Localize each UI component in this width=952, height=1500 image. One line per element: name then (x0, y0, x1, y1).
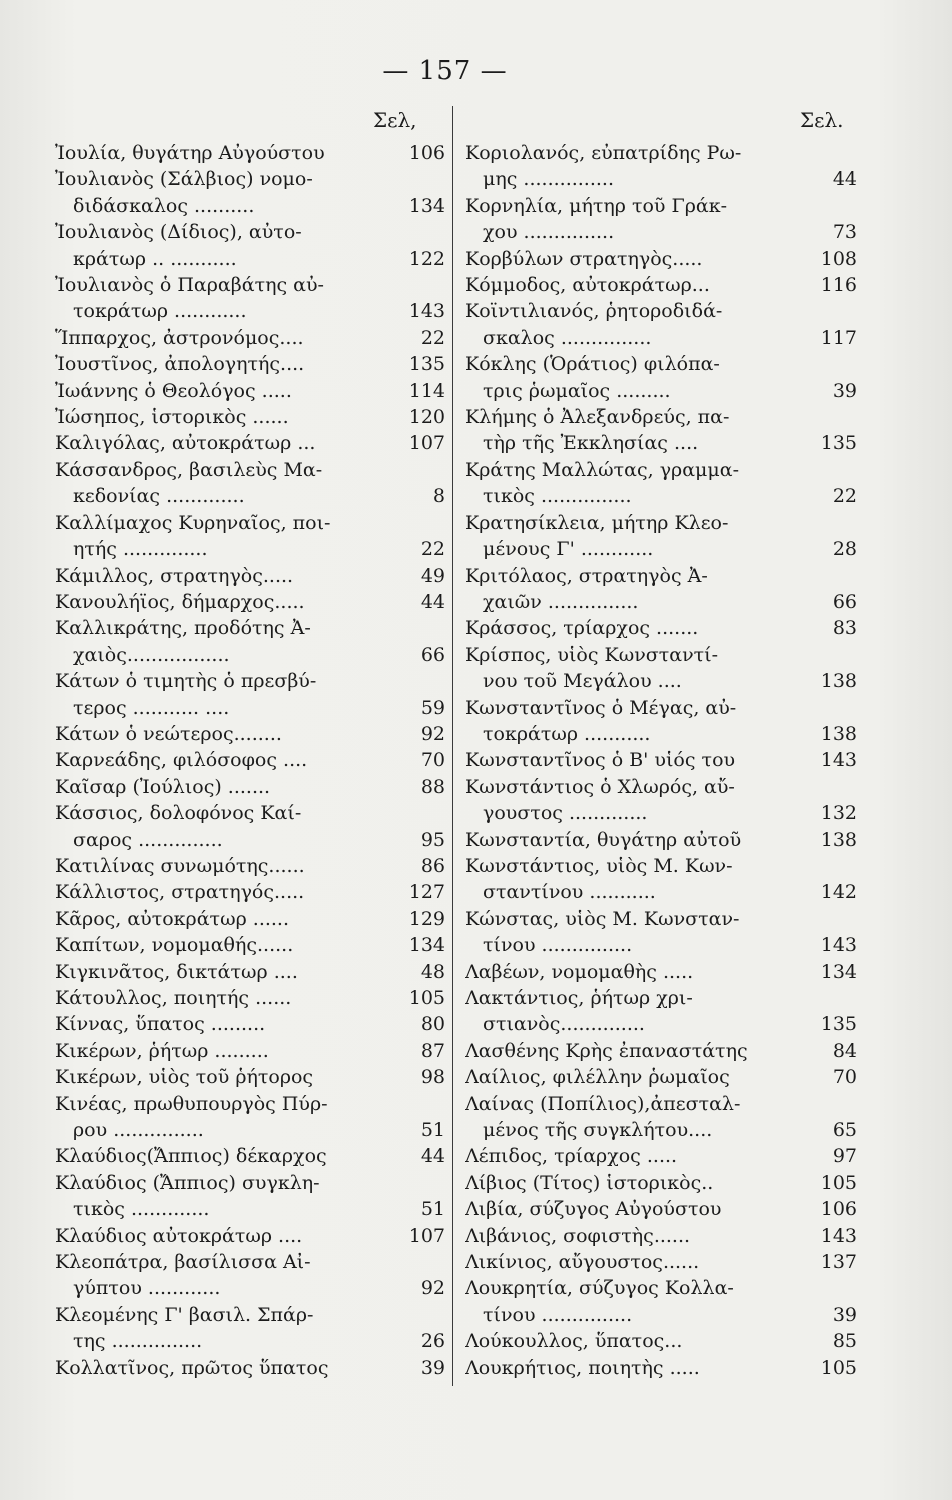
index-entry (55, 272, 445, 325)
entry-page-number: 97 (832, 1145, 857, 1168)
entry-page-number: 73 (832, 221, 857, 244)
index-entry-text (55, 325, 403, 351)
index-entry-text (55, 959, 403, 985)
index-entry (465, 1064, 857, 1090)
index-entry (465, 615, 857, 641)
index-entry (55, 1064, 445, 1090)
index-entry-text (55, 853, 403, 879)
index-entry (55, 774, 445, 800)
entry-name-line: Κρατησίκλεια, μήτηρ Κλεο- (465, 511, 729, 534)
entry-name-line: Κωνσταντῖνος ὁ Β' υἱός του (465, 749, 736, 772)
index-entry (465, 1355, 857, 1381)
entry-name-line: Κάσσανδρος, βασιλεὺς Μα- (55, 458, 323, 481)
index-entry-text (465, 404, 815, 457)
index-entry (55, 404, 445, 430)
entry-continuation-line: μένος τῆς συγκλήτου.... (483, 1119, 713, 1142)
entry-page-number: 134 (820, 960, 857, 983)
entry-continuation-line: τίνου ............... (483, 1303, 633, 1326)
index-entry-text (465, 1038, 815, 1064)
entry-name-line: Κράσσος, τρίαρχος ....... (465, 617, 699, 640)
index-entry-text (55, 457, 403, 510)
entry-name-line: Ἰώσηπος, ἱστορικὸς ...... (55, 406, 289, 429)
index-entry (55, 430, 445, 456)
entry-name-line: Κλήμης ὁ Ἀλεξανδρεύς, πα- (465, 406, 730, 429)
entry-continuation-line: διδάσκαλος .......... (73, 194, 255, 217)
index-entry (55, 1355, 445, 1381)
index-entry (55, 1249, 445, 1302)
index-entry (465, 563, 857, 616)
index-entry-text (465, 906, 815, 959)
entry-continuation-line: τὴρ τῆς Ἐκκλησίας .... (483, 432, 699, 455)
index-entry-text (465, 1223, 815, 1249)
index-entry (55, 589, 445, 615)
index-entry (465, 1170, 857, 1196)
entry-name-line: Καλιγόλας, αὐτοκράτωρ ... (55, 432, 316, 455)
entry-name-line: Κορνηλία, μήτηρ τοῦ Γράκ- (465, 194, 727, 217)
entry-name-line: Κόμμοδος, αὐτοκράτωρ... (465, 274, 710, 297)
entry-page-number: 88 (420, 775, 445, 798)
index-entry (465, 298, 857, 351)
entry-name-line: Κικέρων, ῥήτωρ ......... (55, 1039, 269, 1062)
entry-page-number: 44 (420, 1145, 445, 1168)
entry-name-line: Κατιλίνας συνωμότης...... (55, 854, 305, 877)
index-entry (465, 747, 857, 773)
index-entry-text (55, 721, 403, 747)
right-column-page-header: Σελ. (800, 108, 844, 132)
entry-name-line: Κικέρων, υἱὸς τοῦ ῥήτορος (55, 1066, 314, 1089)
index-entry-text (465, 510, 815, 563)
index-entry (465, 193, 857, 246)
entry-name-line: Κλαύδιος (Ἄππιος) συγκλη- (55, 1171, 320, 1194)
entry-page-number: 120 (408, 406, 445, 429)
index-entry (465, 827, 857, 853)
index-entry-text (465, 1170, 815, 1196)
entry-page-number: 122 (408, 247, 445, 270)
index-entry-text (465, 298, 815, 351)
entry-name-line: Κίννας, ὕπατος ......... (55, 1013, 266, 1036)
index-entry (465, 853, 857, 906)
index-entry-text (465, 1064, 815, 1090)
entry-name-line: Λίβιος (Τίτος) ἱστορικὸς.. (465, 1171, 714, 1194)
entry-continuation-line: τικὸς ............... (483, 485, 632, 508)
entry-name-line: Κινέας, πρωθυπουργὸς Πύρ- (55, 1092, 328, 1115)
entry-continuation-line: κράτωρ .. ........... (73, 247, 237, 270)
index-entry-text (465, 563, 815, 616)
entry-page-number: 95 (420, 828, 445, 851)
index-entry-text (55, 615, 403, 668)
entry-name-line: Κλαύδιος(Ἄππιος) δέκαρχος (55, 1145, 327, 1168)
page-number: — 157 — (382, 56, 508, 86)
index-entry-text (55, 800, 403, 853)
index-entry-text (465, 827, 815, 853)
entry-page-number: 51 (420, 1119, 445, 1142)
index-entry-text (55, 774, 403, 800)
index-entry (465, 351, 857, 404)
entry-name-line: Λουκρήτιος, ποιητὴς ..... (465, 1356, 700, 1379)
index-entry-text (55, 1302, 403, 1355)
entry-name-line: Κάτων ὁ τιμητὴς ὁ πρεσβύ- (55, 670, 317, 693)
entry-page-number: 66 (420, 643, 445, 666)
index-entry (55, 1170, 445, 1223)
index-entry (465, 1328, 857, 1354)
entry-continuation-line: τικὸς ............. (73, 1198, 210, 1221)
index-entry (55, 800, 445, 853)
index-entry-text (465, 985, 815, 1038)
entry-name-line: Ἵππαρχος, ἀστρονόμος.... (55, 326, 304, 349)
index-entry (465, 642, 857, 695)
entry-page-number: 143 (820, 749, 857, 772)
index-entry-text (55, 563, 403, 589)
index-entry (55, 668, 445, 721)
index-entry-text (55, 985, 403, 1011)
entry-page-number: 70 (420, 749, 445, 772)
entry-page-number: 22 (420, 538, 445, 561)
entry-page-number: 143 (820, 1224, 857, 1247)
entry-page-number: 116 (820, 274, 857, 297)
index-entry (465, 1249, 857, 1275)
index-entry-text (55, 404, 403, 430)
index-entry-text (465, 193, 815, 246)
index-entry-text (55, 166, 403, 219)
index-entry (55, 985, 445, 1011)
index-entry (55, 378, 445, 404)
entry-page-number: 132 (820, 802, 857, 825)
entry-page-number: 70 (832, 1066, 857, 1089)
index-entry (465, 404, 857, 457)
entry-name-line: Κωνσταντία, θυγάτηρ αὐτοῦ (465, 828, 742, 851)
index-entry (55, 140, 445, 166)
index-entry-text (55, 1223, 403, 1249)
index-entry-text (55, 747, 403, 773)
entry-page-number: 44 (420, 590, 445, 613)
entry-name-line: Λιβάνιος, σοφιστὴς...... (465, 1224, 691, 1247)
entry-continuation-line: κεδονίας ............. (73, 485, 245, 508)
entry-continuation-line: νου τοῦ Μεγάλου .... (483, 670, 682, 693)
entry-continuation-line: ρου ............... (73, 1119, 204, 1142)
index-entry (55, 510, 445, 563)
entry-continuation-line: σαρος .............. (73, 828, 223, 851)
index-entry-text (465, 1143, 815, 1169)
entry-name-line: Κωνστάντιος, υἱὸς Μ. Κων- (465, 854, 733, 877)
entry-name-line: Κλεομένης Γ' βασιλ. Σπάρ- (55, 1303, 314, 1326)
entry-page-number: 134 (408, 194, 445, 217)
entry-name-line: Κάτουλλος, ποιητής ...... (55, 987, 292, 1009)
entry-name-line: Κάμιλλος, στρατηγὸς..... (55, 564, 294, 587)
index-entry (465, 246, 857, 272)
entry-page-number: 117 (820, 326, 857, 349)
index-entry (465, 1275, 857, 1328)
index-entry (55, 615, 445, 668)
index-entry (55, 906, 445, 932)
entry-name-line: Κώνστας, υἱὸς Μ. Κωνσταν- (465, 907, 740, 930)
entry-page-number: 86 (420, 854, 445, 877)
index-entry (55, 1223, 445, 1249)
index-entry (55, 457, 445, 510)
index-entry-text (465, 747, 815, 773)
index-entry (465, 959, 857, 985)
index-entry-text (55, 668, 403, 721)
entry-name-line: Ἰουλία, θυγάτηρ Αὐγούστου (55, 142, 325, 164)
right-index-column (465, 140, 857, 1381)
entry-page-number: 106 (408, 142, 445, 164)
index-entry-text (465, 1091, 815, 1144)
entry-name-line: Καπίτων, νομομαθής...... (55, 934, 294, 957)
entry-name-line: Λασθένης Κρὴς ἐπαναστάτης (465, 1039, 748, 1062)
entry-name-line: Κᾶρος, αὐτοκράτωρ ...... (55, 907, 290, 930)
index-entry-text (465, 642, 815, 695)
entry-page-number: 108 (820, 247, 857, 270)
entry-name-line: Καῖσαρ (Ἰούλιος) ....... (55, 775, 271, 798)
index-entry-text (55, 1170, 403, 1223)
index-entry (465, 1038, 857, 1064)
entry-page-number: 26 (420, 1330, 445, 1353)
column-divider (452, 106, 453, 1386)
entry-continuation-line: μένους Γ' ............ (483, 538, 654, 561)
index-entry-text (465, 853, 815, 906)
entry-name-line: Καλλίμαχος Κυρηναῖος, ποι- (55, 511, 331, 534)
index-entry-text (55, 378, 403, 404)
index-entry (55, 351, 445, 377)
entry-name-line: Ἰουλιανὸς (Δίδιος), αὐτο- (55, 221, 302, 244)
entry-name-line: Κολλατῖνος, πρῶτος ὕπατος (55, 1356, 329, 1379)
entry-page-number: 127 (408, 881, 445, 904)
entry-continuation-line: τίνου ............... (483, 934, 633, 957)
entry-name-line: Κωνσταντῖνος ὁ Μέγας, αὐ- (465, 696, 737, 719)
entry-page-number: 22 (832, 485, 857, 508)
entry-continuation-line: σταντίνου ........... (483, 881, 656, 904)
entry-page-number: 44 (832, 168, 857, 191)
index-entry (465, 695, 857, 748)
entry-name-line: Λέπιδος, τρίαρχος ..... (465, 1145, 678, 1168)
entry-name-line: Λιβία, σύζυγος Αὐγούστου (465, 1198, 722, 1221)
entry-page-number: 87 (420, 1039, 445, 1062)
entry-page-number: 8 (432, 485, 445, 508)
index-entry (55, 853, 445, 879)
entry-continuation-line: χαιῶν ............... (483, 590, 639, 613)
entry-page-number: 135 (820, 1013, 857, 1036)
entry-page-number: 48 (420, 960, 445, 983)
index-entry-text (465, 959, 815, 985)
entry-page-number: 106 (820, 1198, 857, 1221)
index-entry (55, 563, 445, 589)
index-entry-text (55, 430, 403, 456)
index-entry (465, 1223, 857, 1249)
entry-continuation-line: γύπτου ............ (73, 1277, 221, 1300)
entry-page-number: 105 (408, 987, 445, 1009)
entry-page-number: 66 (832, 590, 857, 613)
entry-name-line: Λικίνιος, αὔγουστος...... (465, 1251, 700, 1274)
entry-name-line: Λαβέων, νομομαθὴς ..... (465, 960, 694, 983)
entry-name-line: Λακτάντιος, ῥήτωρ χρι- (465, 987, 693, 1009)
index-entry (55, 747, 445, 773)
index-entry-text (465, 272, 815, 298)
entry-page-number: 135 (820, 432, 857, 455)
index-entry (465, 985, 857, 1038)
index-entry (465, 906, 857, 959)
index-entry (55, 219, 445, 272)
index-entry-text (465, 1275, 815, 1328)
entry-name-line: Κριτόλαος, στρατηγὸς Ἀ- (465, 564, 708, 587)
index-entry-text (55, 1091, 403, 1144)
entry-page-number: 84 (832, 1039, 857, 1062)
index-entry (55, 932, 445, 958)
entry-page-number: 137 (820, 1251, 857, 1274)
index-entry (55, 959, 445, 985)
index-entry (55, 1302, 445, 1355)
entry-name-line: Λαίλιος, φιλέλλην ῥωμαῖος (465, 1066, 730, 1089)
index-entry-text (55, 589, 403, 615)
index-entry-text (55, 879, 403, 905)
index-entry-text (55, 140, 403, 166)
entry-page-number: 129 (408, 907, 445, 930)
index-entry-text (55, 932, 403, 958)
index-entry (55, 325, 445, 351)
entry-page-number: 143 (820, 934, 857, 957)
entry-continuation-line: τοκράτωρ ............ (73, 300, 247, 323)
entry-continuation-line: γουστος ............. (483, 802, 648, 825)
entry-continuation-line: της ............... (73, 1330, 203, 1353)
index-entry (55, 1011, 445, 1037)
index-entry (465, 272, 857, 298)
entry-page-number: 142 (820, 881, 857, 904)
index-entry (55, 879, 445, 905)
index-entry-text (55, 1038, 403, 1064)
index-entry-text (465, 1249, 815, 1275)
entry-page-number: 85 (832, 1330, 857, 1353)
entry-page-number: 49 (420, 564, 445, 587)
index-entry-text (55, 1355, 403, 1381)
entry-name-line: Κανουλήϊος, δήμαρχος..... (55, 590, 305, 613)
entry-name-line: Καρνεάδης, φιλόσοφος .... (55, 749, 308, 772)
index-entry (55, 1143, 445, 1169)
left-column-page-header: Σελ, (373, 108, 417, 132)
entry-page-number: 92 (420, 722, 445, 745)
entry-page-number: 138 (820, 670, 857, 693)
entry-name-line: Κωνστάντιος ὁ Χλωρός, αὔ- (465, 775, 735, 798)
entry-name-line: Κόκλης (Ὁράτιος) φιλόπα- (465, 353, 720, 376)
index-entry-text (55, 1011, 403, 1037)
entry-page-number: 107 (408, 1224, 445, 1247)
entry-page-number: 138 (820, 828, 857, 851)
index-entry (465, 140, 857, 193)
entry-name-line: Λούκουλλος, ὕπατος... (465, 1330, 683, 1353)
entry-page-number: 92 (420, 1277, 445, 1300)
entry-page-number: 80 (420, 1013, 445, 1036)
entry-page-number: 135 (408, 353, 445, 376)
entry-page-number: 143 (408, 300, 445, 323)
index-entry (465, 1143, 857, 1169)
entry-name-line: Κοϊντιλιανός, ῥητοροδιδά- (465, 300, 723, 323)
index-entry (55, 1038, 445, 1064)
entry-page-number: 51 (420, 1198, 445, 1221)
entry-continuation-line: χου ............... (483, 221, 615, 244)
entry-name-line: Ἰωάννης ὁ Θεολόγος ..... (55, 379, 292, 402)
index-entry-text (465, 1328, 815, 1354)
entry-continuation-line: ητής .............. (73, 538, 208, 561)
entry-continuation-line: τερος ........... .... (73, 696, 230, 719)
entry-name-line: Κορβύλων στρατηγὸς..... (465, 247, 703, 270)
index-entry-text (465, 140, 815, 193)
entry-page-number: 28 (832, 538, 857, 561)
index-entry (55, 1091, 445, 1144)
entry-name-line: Λουκρητία, σύζυγος Κολλα- (465, 1277, 734, 1300)
index-entry-text (55, 1143, 403, 1169)
entry-name-line: Κιγκινᾶτος, δικτάτωρ .... (55, 960, 298, 983)
index-entry (465, 1196, 857, 1222)
index-entry (55, 721, 445, 747)
entry-continuation-line: τοκράτωρ ........... (483, 722, 651, 745)
index-entry-text (55, 1064, 403, 1090)
entry-continuation-line: σκαλος ............... (483, 326, 652, 349)
entry-name-line: Κάσσιος, δολοφόνος Καί- (55, 802, 302, 825)
entry-name-line: Κάτων ὁ νεώτερος........ (55, 722, 282, 745)
entry-continuation-line: στιανὸς.............. (483, 1013, 645, 1036)
index-entry (55, 166, 445, 219)
entry-page-number: 105 (820, 1356, 857, 1379)
index-entry-text (465, 457, 815, 510)
index-entry-text (55, 1249, 403, 1302)
index-entry (465, 457, 857, 510)
index-entry-text (465, 774, 815, 827)
entry-page-number: 22 (420, 326, 445, 349)
entry-page-number: 65 (832, 1119, 857, 1142)
index-entry-text (55, 272, 403, 325)
entry-page-number: 114 (408, 379, 445, 402)
index-entry (465, 774, 857, 827)
index-entry-text (465, 351, 815, 404)
index-entry-text (55, 510, 403, 563)
index-entry-text (465, 1196, 815, 1222)
index-entry-text (465, 1355, 815, 1381)
entry-name-line: Κάλλιστος, στρατηγός..... (55, 881, 305, 904)
entry-name-line: Ἰουλιανὸς (Σάλβιος) νομο- (55, 168, 313, 191)
entry-page-number: 98 (420, 1066, 445, 1089)
entry-name-line: Λαίνας (Ποπίλιος),ἀπεσταλ- (465, 1092, 741, 1115)
index-entry-text (465, 615, 815, 641)
entry-page-number: 105 (820, 1171, 857, 1194)
entry-continuation-line: χαιὸς................. (73, 643, 230, 666)
entry-page-number: 83 (832, 617, 857, 640)
index-entry-text (55, 351, 403, 377)
entry-name-line: Κλεοπάτρα, βασίλισσα Αἰ- (55, 1251, 311, 1274)
entry-page-number: 39 (420, 1356, 445, 1379)
entry-name-line: Κοριολανός, εὐπατρίδης Ρω- (465, 142, 742, 164)
entry-page-number: 138 (820, 722, 857, 745)
entry-name-line: Ἰουστῖνος, ἀπολογητής.... (55, 353, 305, 376)
entry-continuation-line: μης ............... (483, 168, 615, 191)
entry-page-number: 39 (832, 379, 857, 402)
entry-page-number: 134 (408, 934, 445, 957)
entry-name-line: Ἰουλιανὸς ὁ Παραβάτης αὐ- (55, 274, 324, 297)
entry-page-number: 107 (408, 432, 445, 455)
index-entry (465, 510, 857, 563)
entry-name-line: Κλαύδιος αὐτοκράτωρ .... (55, 1224, 303, 1247)
entry-continuation-line: τρις ῥωμαῖος ......... (483, 379, 671, 402)
entry-page-number: 39 (832, 1303, 857, 1326)
index-entry-text (465, 695, 815, 748)
index-entry-text (55, 906, 403, 932)
entry-name-line: Κρίσπος, υἱὸς Κωνσταντί- (465, 643, 719, 666)
entry-page-number: 59 (420, 696, 445, 719)
left-index-column (55, 140, 445, 1381)
entry-name-line: Κράτης Μαλλώτας, γραμμα- (465, 458, 739, 481)
index-entry-text (55, 219, 403, 272)
index-entry (465, 1091, 857, 1144)
index-entry-text (465, 246, 815, 272)
entry-name-line: Καλλικράτης, προδότης Ἀ- (55, 617, 311, 640)
